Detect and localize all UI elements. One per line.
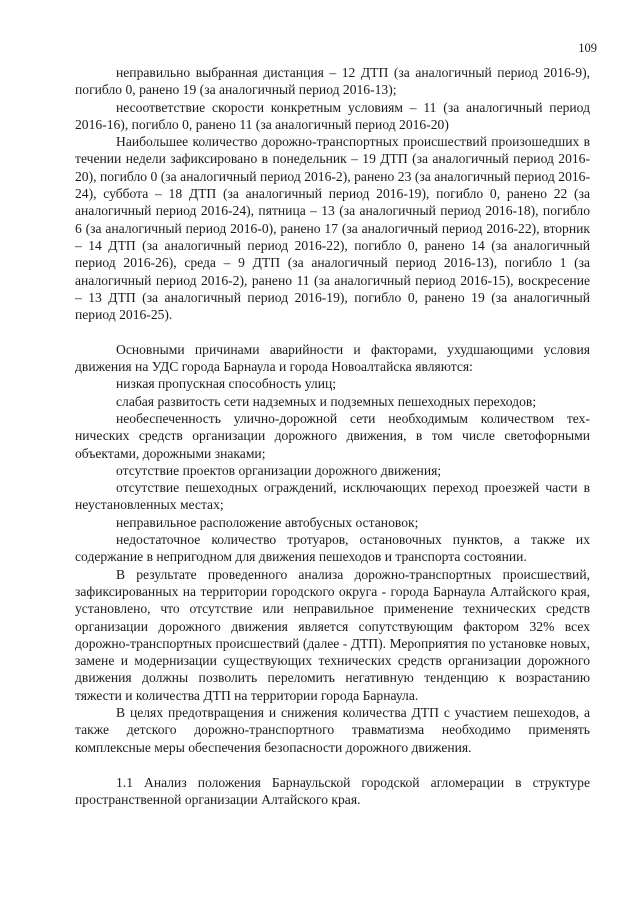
paragraph: отсутствие пешеходных ограждений, исключающих переход проезжей части в неустановленных местах;	[75, 480, 590, 513]
paragraph: В целях предотвращения и снижения количества ДТП с участием пешеходов, а также детского дорожно-транспортного травматизма необходимо применять комплексные меры обеспечения безопасности дорожного движения.	[75, 704, 590, 755]
paragraph: неправильно выбранная дистанция – 12 ДТП (за аналогичный период 2016-9), погибло 0, ранено 19 (за аналогичный период 2016-13);	[75, 65, 590, 98]
paragraph: 1.1 Анализ положения Барнаульской городской агломерации в структуре пространственной организации Алтайского края.	[75, 774, 590, 808]
paragraph: В результате проведенного анализа дорожно-транспортных происшествий, зафиксированных на территории городского округа - города Барнаула Алтайского края, установлено, что отсутствие или неправильное применение технических средств организации дорожного движения является сопутствующим фактором 32% всех дорожно-транспортных происшествий (далее - ДТП). Мероприятия по установке новых, замене и модернизации существующих технических средств организации дорожного движения должны позволить переломить негативную тенденцию к возрастанию тяжести и количества ДТП на территории города Барнаула.	[75, 566, 590, 703]
paragraph: низкая пропускная способность улиц;	[116, 376, 337, 392]
paragraph: Наибольшее количество дорожно-транспортных происшествий произошедших в течении недели зафиксировано в понедельник – 19 ДТП (за аналогичный период 2016-20), погибло 0 (за аналогичный период 2016-2), ранено 23 (за аналогичный период 2016-24), суббота – 18 ДТП (за аналогичный период 2016-19), погибло 0, ранено 22 (за аналогичный период 2016-24), пятница – 13 (за аналогичный период 2016-18), погибло 6 (за аналогичный период 2016-0), ранено 17 (за аналогичный период 2016-22), вторник – 14 ДТП (за аналогичный период 2016-22), погибло 0, ранено 14 (за аналогичный период 2016-26), среда – 9 ДТП (за аналогичный период 2016-13), погибло 1 (за аналогичный период 2016-2), ранено 11 (за аналогичный период 2016-15), воскресение – 13 ДТП (за аналогичный период 2016-19), погибло 0, ранено 19 (за аналогичный период 2016-25).	[75, 134, 590, 323]
paragraph: недостаточное количество тротуаров, остановочных пунктов, а также их содержание в непригодном для движения пешеходов и транспорта состоянии.	[75, 532, 590, 565]
paragraph: Основными причинами аварийности и факторами, ухудшающими условия движения на УДС города Барнаула и города Новоалтайска являются:	[75, 341, 590, 375]
paragraph: несоответствие скорости конкретным условиям – 11 (за аналогичный период 2016-16), погибло 0, ранено 11 (за аналогичный период 2016-20)	[75, 99, 590, 132]
page-number: 109	[578, 41, 597, 55]
paragraph: отсутствие проектов организации дорожного движения;	[116, 462, 442, 478]
paragraph: слабая развитость сети надземных и подземных пешеходных переходов;	[116, 393, 537, 409]
document-body	[75, 64, 590, 808]
paragraph: неправильное расположение автобусных остановок;	[116, 514, 419, 530]
paragraph: необеспеченность улично-дорожной сети необходимым количеством технических средств организации дорожного движения, в том числе светофорными объектами, дорожными знаками;	[75, 410, 590, 461]
